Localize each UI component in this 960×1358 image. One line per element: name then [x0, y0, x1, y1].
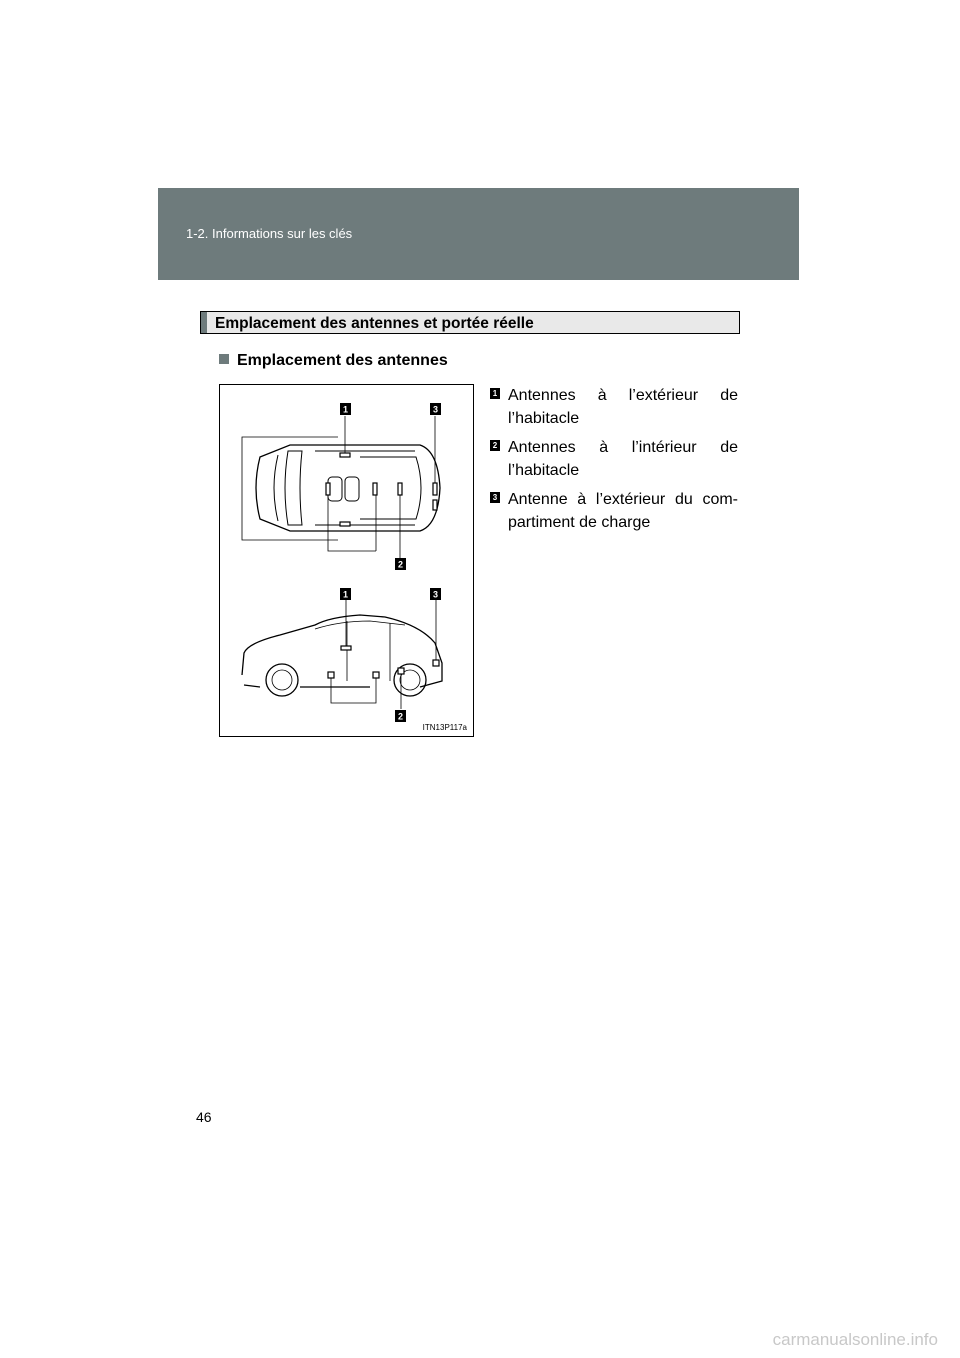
subsection-heading: [219, 352, 448, 370]
legend-text: Antenne à l’extérieur du compartiment de charge: [508, 491, 738, 531]
page-number: 46: [196, 1109, 212, 1125]
number-badge-icon: 1: [490, 388, 500, 399]
callout-1-top: 1: [342, 404, 349, 415]
callout-2-side: 2: [397, 711, 404, 722]
callout-3-top: 3: [432, 404, 439, 415]
section-heading: [200, 311, 740, 334]
legend-item: [490, 488, 738, 534]
legend: [490, 384, 738, 540]
figure-code: ITN13P117a: [422, 723, 467, 732]
section-heading-text: Emplacement des antennes et portée réelle: [215, 315, 534, 332]
number-badge-icon: 2: [490, 440, 500, 451]
legend-text: Antennes à l’intérieur de l’habitacle: [508, 439, 738, 479]
watermark: carmanualsonline.info: [772, 1330, 938, 1349]
legend-item: [490, 384, 738, 430]
heading-accent-bar: [201, 312, 207, 333]
square-bullet-icon: [219, 354, 229, 364]
legend-item: [490, 436, 738, 482]
car-diagram: [220, 385, 475, 738]
chapter-title: 1-2. Informations sur les clés: [186, 226, 353, 241]
callout-1-side: 1: [342, 589, 349, 600]
legend-text: Antennes à l’extérieur de l’habitacle: [508, 387, 738, 427]
header-band: [158, 188, 799, 280]
callout-3-side: 3: [432, 589, 439, 600]
antenna-location-figure: [219, 384, 474, 737]
subsection-heading-text: Emplacement des antennes: [237, 352, 448, 369]
callout-2-top: 2: [397, 559, 404, 570]
number-badge-icon: 3: [490, 492, 500, 503]
